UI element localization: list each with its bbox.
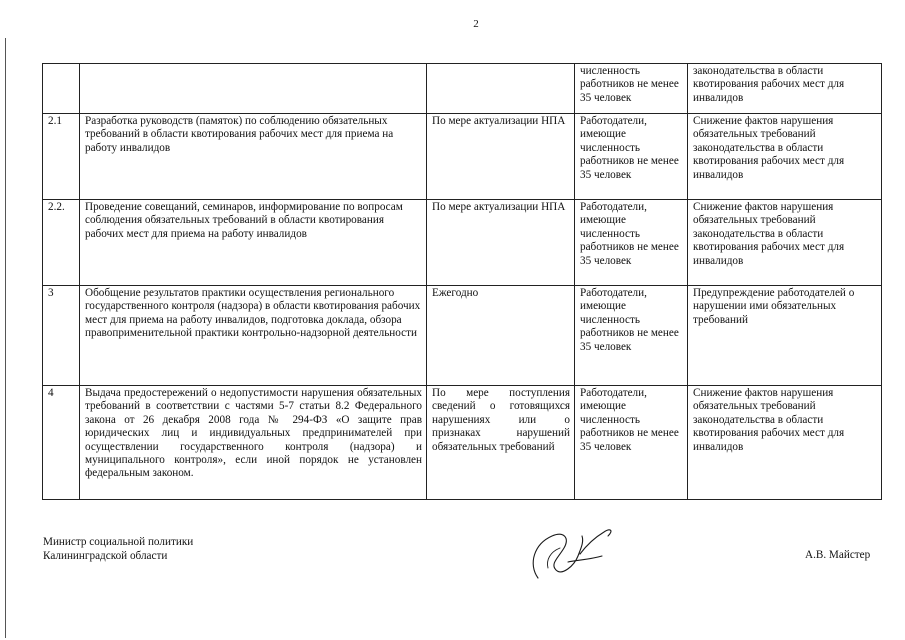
subjects-cell: Работодатели, имеющие численность работников не менее 35 человек (575, 386, 688, 500)
result-cell: Снижение фактов нарушения обязательных требований законодательства в области квотирования рабочих мест для инвалидов (688, 386, 882, 500)
table-row (43, 200, 882, 286)
row-number-cell: 2.2. (43, 200, 80, 286)
term-cell: По мере актуализации НПА (427, 200, 575, 286)
measures-table (42, 63, 882, 500)
signatory-position-line: Министр социальной политики (43, 536, 194, 548)
subjects-cell: Работодатели, имеющие численность работников не менее 35 человек (575, 200, 688, 286)
row-number-cell: 4 (43, 386, 80, 500)
page-margin-line (5, 38, 6, 638)
table-row (43, 286, 882, 386)
signatory-position (43, 535, 193, 563)
result-cell: Предупреждение работодателей о нарушении ими обязательных требований (688, 286, 882, 386)
row-number-cell: 2.1 (43, 114, 80, 200)
subjects-cell: численность работников не менее 35 человек (575, 64, 688, 114)
result-cell: Снижение фактов нарушения обязательных требований законодательства в области квотирования рабочих мест для инвалидов (688, 200, 882, 286)
subjects-cell: Работодатели, имеющие численность работников не менее 35 человек (575, 114, 688, 200)
action-cell (80, 64, 427, 114)
table-row (43, 114, 882, 200)
action-cell: Разработка руководств (памяток) по соблюдению обязательных требований в области квотирования рабочих мест для приема на работу инвалидов (80, 114, 427, 200)
result-cell: Снижение фактов нарушения обязательных требований законодательства в области квотирования рабочих мест для инвалидов (688, 114, 882, 200)
page-number: 2 (473, 18, 479, 30)
signatory-position-line: Калининградской области (43, 550, 168, 562)
table-row (43, 64, 882, 114)
term-cell: По мере поступления сведений о готовящихся нарушениях или о признаках нарушений обязательных требований (427, 386, 575, 500)
term-cell: Ежегодно (427, 286, 575, 386)
result-cell: законодательства в области квотирования рабочих мест для инвалидов (688, 64, 882, 114)
term-cell: По мере актуализации НПА (427, 114, 575, 200)
table-row (43, 386, 882, 500)
term-cell (427, 64, 575, 114)
row-number-cell (43, 64, 80, 114)
row-number-cell: 3 (43, 286, 80, 386)
subjects-cell: Работодатели, имеющие численность работников не менее 35 человек (575, 286, 688, 386)
action-cell: Обобщение результатов практики осуществления регионального государственного контроля (надзора) в области квотирования рабочих мест для приема на работу инвалидов, подготовка доклада, обзора правоприменительной практики контрольно-надзорной деятельности (80, 286, 427, 386)
handwritten-signature (520, 516, 620, 586)
action-cell: Выдача предостережений о недопустимости нарушения обязательных требований в соответствии с частями 5-7 статьи 8.2 Федерального закона от 26 декабря 2008 года № 294-ФЗ «О защите прав юридических лиц и индивидуальных предпринимателей при осуществлении государственного контроля (надзора) и муниципального контроля», если иной порядок не установлен федеральным законом. (80, 386, 427, 500)
signatory-name: А.В. Майстер (805, 549, 871, 561)
action-cell: Проведение совещаний, семинаров, информирование по вопросам соблюдения обязательных требований в области квотирования рабочих мест для приема на работу инвалидов (80, 200, 427, 286)
